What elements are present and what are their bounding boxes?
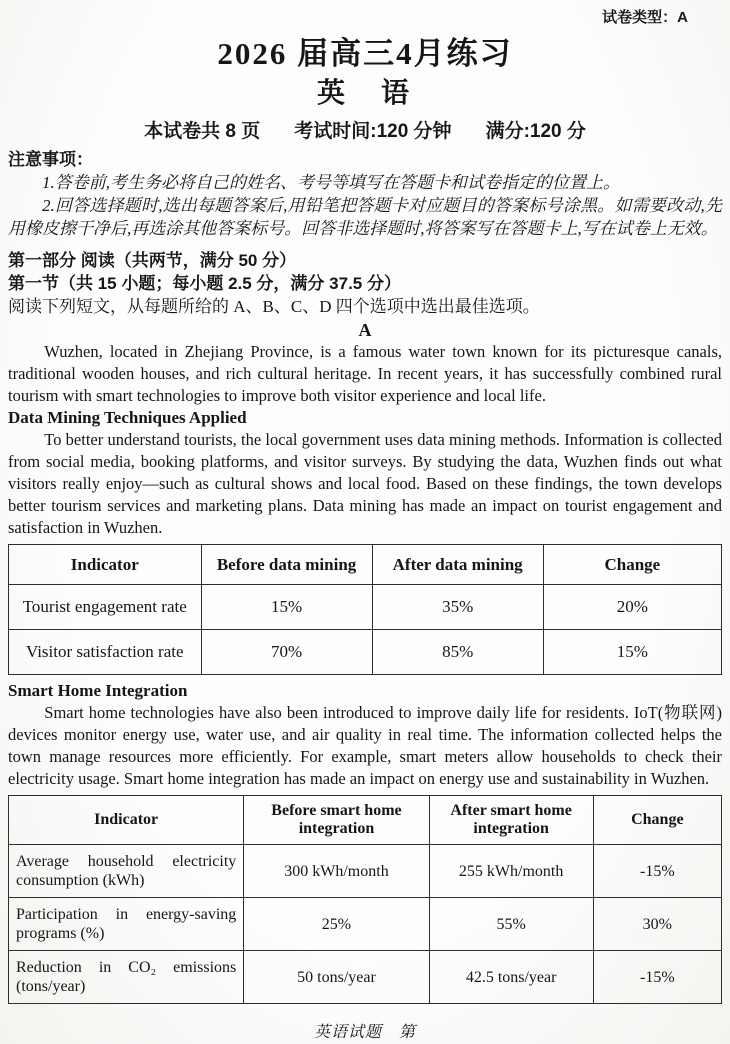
note-item-2: 2.回答选择题时,选出每题答案后,用铅笔把答题卡对应题目的答案标号涂黑。如需要改动,先用橡皮擦干净后,再选涂其他答案标号。回答非选择题时,将答案写在答题卡上,写在试卷上无效。: [8, 196, 722, 238]
table1-header-indicator: Indicator: [9, 545, 202, 585]
table1-header-after: After data mining: [372, 545, 543, 585]
table-cell: Average household electricity consumption (kWh): [9, 845, 244, 898]
passage-subheading-1: Data Mining Techniques Applied: [8, 408, 247, 427]
table-cell: 30%: [593, 898, 721, 951]
table-row: [9, 630, 722, 675]
exam-title: 2026 届高三4月练习: [217, 36, 513, 71]
table-row: [9, 951, 722, 1004]
exam-meta-line: [8, 119, 722, 144]
table-cell: 55%: [429, 898, 593, 951]
table1-header-change: Change: [543, 545, 721, 585]
page-footer: 英语试题 第: [313, 1024, 416, 1041]
table-cell: 300 kWh/month: [244, 845, 429, 898]
table-cell: 255 kWh/month: [429, 845, 593, 898]
passage-subheading-2: Smart Home Integration: [8, 681, 188, 700]
table2-header-after: After smart home integration: [429, 796, 593, 845]
table1-header-before: Before data mining: [201, 545, 372, 585]
subject-title: 英 语: [316, 78, 413, 109]
notes-section: [8, 148, 722, 240]
notes-heading: 注意事项：: [8, 150, 93, 169]
table-cell: 42.5 tons/year: [429, 951, 593, 1004]
paper-type-label: 试卷类型：A: [602, 9, 688, 26]
table2-header-indicator: Indicator: [9, 796, 244, 845]
table-cell: 15%: [543, 630, 721, 675]
table-cell: Visitor satisfaction rate: [9, 630, 202, 675]
table-cell: Participation in energy-saving programs (%): [9, 898, 244, 951]
part-heading: 第一部分 阅读（共两节，满分 50 分）: [8, 251, 297, 270]
table-cell: 25%: [244, 898, 429, 951]
table2-header-change: Change: [593, 796, 721, 845]
note-item-1: 1.答卷前,考生务必将自己的姓名、考号等填写在答题卡和试卷指定的位置上。: [42, 173, 620, 192]
table-header-row: [9, 545, 722, 585]
table-row: [9, 898, 722, 951]
table-row: [9, 845, 722, 898]
table-row: [9, 585, 722, 630]
table-cell: -15%: [593, 951, 721, 1004]
table-cell: Tourist engagement rate: [9, 585, 202, 630]
passage-label: A: [358, 320, 372, 340]
meta-duration: 考试时间:120 分钟: [294, 121, 452, 142]
table-cell: 35%: [372, 585, 543, 630]
smart-home-table: [8, 795, 722, 1004]
subsection-heading: 第一节（共 15 小题；每小题 2.5 分，满分 37.5 分）: [8, 274, 401, 293]
table-cell: 85%: [372, 630, 543, 675]
table-header-row: [9, 796, 722, 845]
meta-total-score: 满分:120 分: [485, 121, 586, 142]
section-header: [8, 249, 722, 319]
meta-pages: 本试卷共 8 页: [144, 121, 261, 142]
passage-paragraph-3: Smart home technologies have also been introduced to improve daily life for residents. IoT(物联网) devices monitor energy use, water use, and air quality in real time. The information collected helps the town manage resources more efficiently. For example, smart meters allow households to check their electricity usage. Smart home integration has made an impact on energy use and sustainability in Wuzhen.: [8, 703, 722, 788]
table-cell: -15%: [593, 845, 721, 898]
table2-header-before: Before smart home integration: [244, 796, 429, 845]
section-instruction: 阅读下列短文，从每题所给的 A、B、C、D 四个选项中选出最佳选项。: [8, 297, 540, 316]
table-cell: 50 tons/year: [244, 951, 429, 1004]
passage-paragraph-2: To better understand tourists, the local government uses data mining methods. Information is collected from social media, booking platforms, and visitor surveys. By studying the data, Wuzhen finds out what visitors really enjoy—such as cultural shows and local food. Based on these findings, the town develops better tourism services and marketing plans. Data mining has made an impact on tourist engagement and satisfaction in Wuzhen.: [8, 430, 722, 537]
passage-paragraph-1: Wuzhen, located in Zhejiang Province, is a famous water town known for its picturesque canals, traditional wooden houses, and rich cultural heritage. In recent years, it has successfully combined rural tourism with smart technologies to improve both visitor experience and local life.: [8, 342, 722, 405]
table-cell: 20%: [543, 585, 721, 630]
table-cell: 70%: [201, 630, 372, 675]
table-cell: Reduction in CO₂ emissions (tons/year): [9, 951, 244, 1004]
table-cell: 15%: [201, 585, 372, 630]
data-mining-table: [8, 544, 722, 675]
